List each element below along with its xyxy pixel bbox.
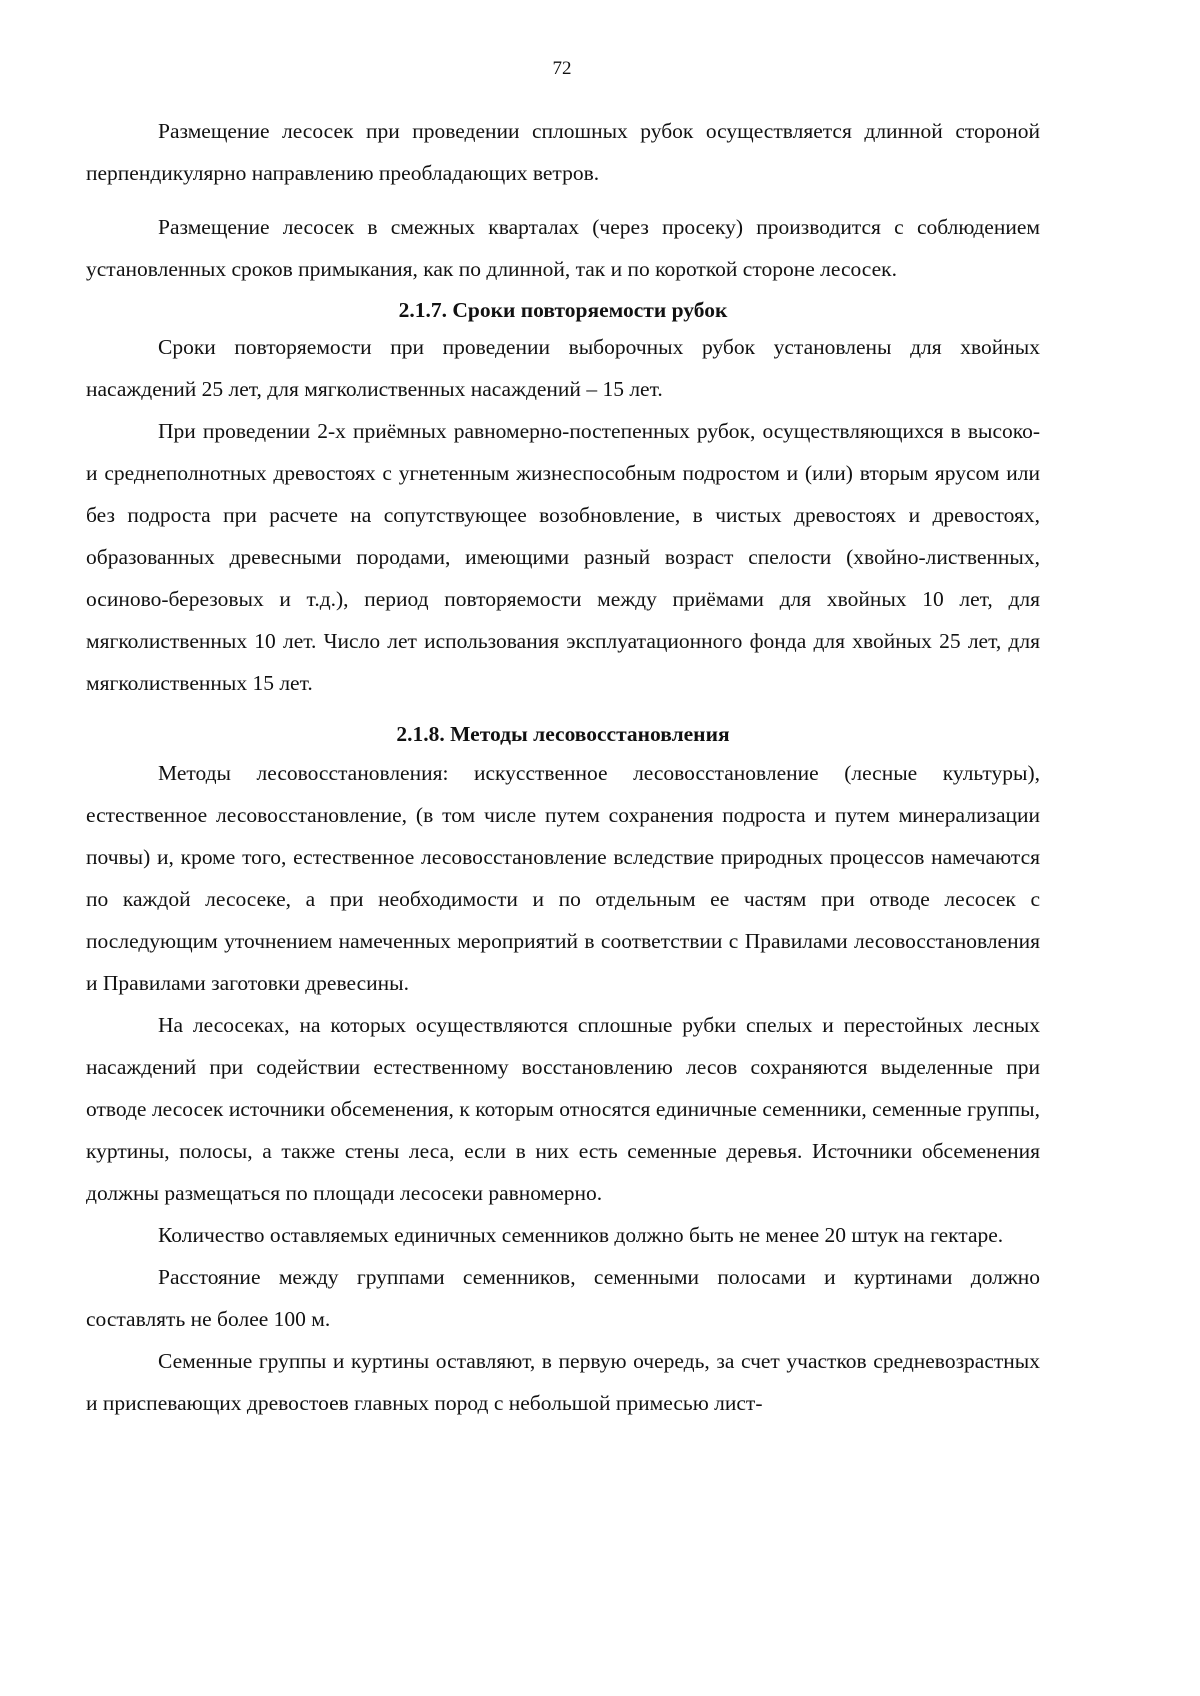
page-number: 72 bbox=[552, 58, 572, 79]
paragraph: Количество оставляемых единичных семенников должно быть не менее 20 штук на гектаре. bbox=[158, 1223, 1004, 1247]
paragraph: Расстояние между группами семенников, семенными полосами и куртинами должно составлять не более 100 м. bbox=[86, 1265, 1040, 1331]
section-heading: 2.1.8. Методы лесовосстановления bbox=[396, 722, 730, 746]
paragraph: Сроки повторяемости при проведении выборочных рубок установлены для хвойных насаждений 25 лет, для мягколиственных насаждений – 15 лет. bbox=[86, 335, 1040, 401]
paragraph: На лесосеках, на которых осуществляются сплошные рубки спелых и перестойных лесных насаждений при содействии естественному восстановлению лесов сохраняются выделенные при отводе лесосек источники обсеменения, к которым относятся единичные семенники, семенные группы, куртины, полосы, а также стены леса, если в них есть семенные деревья. Источники обсеменения должны размещаться по площади лесосеки равномерно. bbox=[86, 1013, 1040, 1205]
paragraph: Размещение лесосек в смежных кварталах (через просеку) производится с соблюдением установленных сроков примыкания, как по длинной, так и по короткой стороне лесосек. bbox=[86, 215, 1040, 281]
paragraph: Методы лесовосстановления: искусственное лесовосстановление (лесные культуры), естественное лесовосстановление, (в том числе путем сохранения подроста и путем минерализации почвы) и, кроме того, естественное лесовосстановление вследствие природных процессов намечаются по каждой лесосеке, а при необходимости и по отдельным ее частям при отводе лесосек с последующим уточнением намеченных мероприятий в соответствии с Правилами лесовосстановления и Правилами заготовки древесины. bbox=[86, 761, 1040, 995]
paragraph: Семенные группы и куртины оставляют, в первую очередь, за счет участков средневозрастных и приспевающих древостоев главных пород с небольшой примесью лист- bbox=[86, 1349, 1040, 1415]
paragraph: При проведении 2-х приёмных равномерно-постепенных рубок, осуществляющихся в высоко- и среднеполнотных древостоях с угнетенным жизнеспособным подростом и (или) вторым ярусом или без подроста при расчете на сопутствующее возобновление, в чистых древостоях и древостоях, образованных древесными породами, имеющими разный возраст спелости (хвойно-лиственных, осиново-березовых и т.д.), период повторяемости между приёмами для хвойных 10 лет, для мягколиственных 10 лет. Число лет использования эксплуатационного фонда для хвойных 25 лет, для мягколиственных 15 лет. bbox=[86, 419, 1040, 695]
page-body bbox=[86, 110, 1040, 1424]
paragraph: Размещение лесосек при проведении сплошных рубок осуществляется длинной стороной перпендикулярно направлению преобладающих ветров. bbox=[86, 119, 1040, 185]
section-heading: 2.1.7. Сроки повторяемости рубок bbox=[398, 298, 728, 322]
